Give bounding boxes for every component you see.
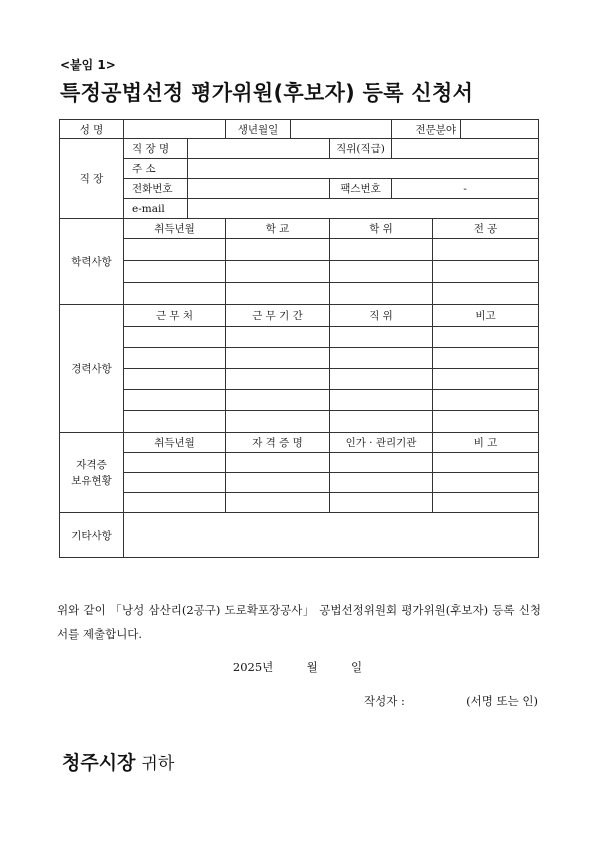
career-cell[interactable] bbox=[433, 411, 539, 433]
career-header-period: 근 무 기 간 bbox=[226, 305, 330, 327]
edu-cell[interactable] bbox=[433, 261, 539, 283]
edu-header-date: 취득년월 bbox=[124, 219, 226, 239]
career-cell[interactable] bbox=[433, 369, 539, 390]
cert-cell[interactable] bbox=[330, 493, 433, 513]
career-cell[interactable] bbox=[330, 348, 433, 369]
career-cell[interactable] bbox=[226, 411, 330, 433]
cert-cell[interactable] bbox=[226, 493, 330, 513]
email-field[interactable] bbox=[188, 199, 539, 219]
statement-text: 위와 같이 「낭성 삼산리(2공구) 도로확포장공사」 공법선정위원회 평가위원(후보자) 등록 신청서를 제출합니다. bbox=[57, 603, 541, 641]
career-cell[interactable] bbox=[433, 327, 539, 348]
career-cell[interactable] bbox=[330, 327, 433, 348]
edu-header-major: 전 공 bbox=[433, 219, 539, 239]
edu-cell[interactable] bbox=[226, 239, 330, 261]
address-label: 주 소 bbox=[124, 159, 188, 179]
edu-cell[interactable] bbox=[330, 261, 433, 283]
edu-cell[interactable] bbox=[433, 239, 539, 261]
cert-cell[interactable] bbox=[433, 473, 539, 493]
attachment-label: <붙임 1> bbox=[60, 58, 116, 72]
cert-cell[interactable] bbox=[330, 453, 433, 473]
fax-label: 팩스번호 bbox=[330, 179, 392, 199]
cert-cell[interactable] bbox=[226, 473, 330, 493]
address-field[interactable] bbox=[188, 159, 539, 179]
date-year: 2025년 bbox=[232, 660, 274, 674]
cert-header-date: 취득년월 bbox=[124, 433, 226, 453]
birth-label: 생년월일 bbox=[226, 120, 291, 139]
date-day: 일 bbox=[351, 660, 363, 674]
other-field[interactable] bbox=[124, 513, 539, 558]
career-cell[interactable] bbox=[330, 411, 433, 433]
edu-header-school: 학 교 bbox=[226, 219, 330, 239]
career-cell[interactable] bbox=[433, 390, 539, 411]
addressee-honorific: 귀하 bbox=[141, 754, 175, 774]
career-cell[interactable] bbox=[330, 369, 433, 390]
edu-cell[interactable] bbox=[124, 261, 226, 283]
career-cell[interactable] bbox=[226, 348, 330, 369]
cert-header-issuer: 인가 · 관리기관 bbox=[330, 433, 433, 453]
signature-note: (서명 또는 인) bbox=[466, 694, 538, 708]
name-field[interactable] bbox=[124, 120, 226, 139]
certificate-label bbox=[60, 433, 124, 513]
cert-header-remarks: 비 고 bbox=[433, 433, 539, 453]
career-cell[interactable] bbox=[226, 369, 330, 390]
cert-cell[interactable] bbox=[124, 493, 226, 513]
document-title: 특정공법선정 평가위원(후보자) 등록 신청서 bbox=[60, 81, 474, 105]
cert-cell[interactable] bbox=[433, 493, 539, 513]
email-label: e-mail bbox=[124, 199, 188, 219]
field-label: 전문분야 bbox=[392, 120, 461, 139]
addressee-org: 청주시장 bbox=[62, 752, 136, 774]
work-label: 직 장 bbox=[60, 139, 124, 219]
position-label: 직위(직급) bbox=[330, 139, 392, 159]
phone-label: 전화번호 bbox=[124, 179, 188, 199]
edu-header-degree: 학 위 bbox=[330, 219, 433, 239]
edu-cell[interactable] bbox=[124, 239, 226, 261]
cert-cell[interactable] bbox=[124, 473, 226, 493]
career-cell[interactable] bbox=[124, 327, 226, 348]
edu-cell[interactable] bbox=[330, 283, 433, 305]
birth-field[interactable] bbox=[291, 120, 392, 139]
edu-cell[interactable] bbox=[330, 239, 433, 261]
company-label: 직 장 명 bbox=[124, 139, 188, 159]
career-label: 경력사항 bbox=[60, 305, 124, 433]
edu-cell[interactable] bbox=[433, 283, 539, 305]
career-cell[interactable] bbox=[124, 348, 226, 369]
edu-cell[interactable] bbox=[124, 283, 226, 305]
addressee bbox=[62, 748, 174, 775]
fax-field[interactable]: - bbox=[392, 179, 539, 199]
date-line bbox=[0, 659, 595, 675]
career-cell[interactable] bbox=[433, 348, 539, 369]
other-label: 기타사항 bbox=[60, 513, 124, 558]
cert-header-name: 자 격 증 명 bbox=[226, 433, 330, 453]
education-label: 학력사항 bbox=[60, 219, 124, 305]
field-field[interactable] bbox=[461, 120, 539, 139]
position-field[interactable] bbox=[392, 139, 539, 159]
edu-cell[interactable] bbox=[226, 283, 330, 305]
career-cell[interactable] bbox=[330, 390, 433, 411]
company-field[interactable] bbox=[188, 139, 330, 159]
career-header-workplace: 근 무 처 bbox=[124, 305, 226, 327]
phone-field[interactable] bbox=[188, 179, 330, 199]
cert-cell[interactable] bbox=[330, 473, 433, 493]
signature-line bbox=[364, 693, 538, 709]
certificate-label-line2: 보유현황 bbox=[71, 474, 112, 487]
career-cell[interactable] bbox=[226, 390, 330, 411]
career-cell[interactable] bbox=[124, 390, 226, 411]
cert-cell[interactable] bbox=[433, 453, 539, 473]
cert-cell[interactable] bbox=[226, 453, 330, 473]
cert-cell[interactable] bbox=[124, 453, 226, 473]
career-cell[interactable] bbox=[226, 327, 330, 348]
application-form-table bbox=[59, 119, 539, 558]
date-month: 월 bbox=[306, 660, 318, 674]
edu-cell[interactable] bbox=[226, 261, 330, 283]
signature-label: 작성자 : bbox=[363, 694, 405, 708]
certificate-label-line1: 자격증 bbox=[76, 458, 107, 471]
career-header-position: 직 위 bbox=[330, 305, 433, 327]
career-header-remarks: 비고 bbox=[433, 305, 539, 327]
career-cell[interactable] bbox=[124, 369, 226, 390]
name-label: 성 명 bbox=[60, 120, 124, 139]
career-cell[interactable] bbox=[124, 411, 226, 433]
